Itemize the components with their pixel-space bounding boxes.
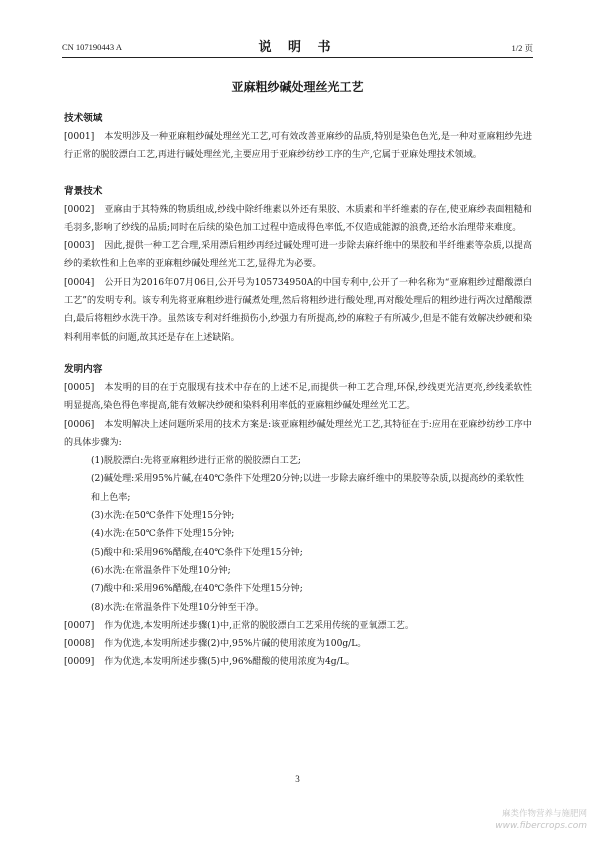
section-heading-background: 背景技术	[64, 185, 103, 197]
page-indicator: 1/2 页	[511, 43, 533, 53]
paragraph	[64, 274, 532, 347]
paragraph-text: 本发明解决上述问题所采用的技术方案是:该亚麻粗纱碱处理丝光工艺,其特征在于:应用在亚麻纱纺纱工序中的具体步骤为:	[64, 419, 532, 448]
spacer	[64, 171, 532, 183]
process-step: (8)水洗:在常温条件下处理10分钟至干净。	[91, 602, 265, 613]
paragraph-text: 作为优选,本发明所述步骤(5)中,96%醋酸的使用浓度为4g/L。	[104, 657, 355, 668]
watermark-url: www.fibercrops.com	[495, 821, 587, 831]
patent-number: CN 107190443 A	[62, 42, 122, 52]
section-heading-tech-field: 技术领域	[64, 113, 103, 124]
paragraph-number: [0002]	[64, 204, 95, 215]
paragraph	[64, 237, 532, 274]
paragraph-text: 作为优选,本发明所述步骤(2)中,95%片碱的使用浓度为100g/L。	[104, 639, 367, 650]
paragraph-number: [0007]	[64, 620, 95, 631]
paragraph-number: [0004]	[64, 277, 95, 288]
page-number: 3	[295, 774, 300, 784]
paragraph	[64, 201, 532, 238]
paragraph	[64, 379, 532, 416]
process-step: (1)脱胶漂白:先将亚麻粗纱进行正常的脱胶漂白工艺;	[91, 456, 301, 467]
body-content	[64, 110, 532, 672]
process-step: (2)碱处理:采用95%片碱,在40℃条件下处理20分钟;以进一步除去麻纤维中的果胶等杂质,以提高纱的柔软性和上色率;	[91, 474, 524, 503]
paragraph-number: [0005]	[64, 382, 95, 393]
paragraph-text: 本发明涉及一种亚麻粗纱碱处理丝光工艺,可有效改善亚麻纱的品质,特别是染色色光,是一种对亚麻粗纱先进行正常的脱胶漂白工艺,再进行碱处理丝光,主要应用于亚麻纱纺纱工序的生产,它属于亚麻处理技术领域。	[64, 132, 532, 161]
paragraph	[64, 128, 532, 165]
paragraph-text: 因此,提供一种工艺合理,采用漂后粗纱再经过碱处理可进一步除去麻纤维中的果胶和半纤维素等杂质,以提高纱的柔软性和上色率的亚麻粗纱碱处理丝光工艺,显得尤为必要。	[64, 241, 532, 270]
paragraph-text: 作为优选,本发明所述步骤(1)中,正常的脱胶漂白工艺采用传统的亚氧漂工艺。	[104, 620, 414, 631]
paragraph-text: 公开日为2016年07月06日,公开号为105734950A的中国专利中,公开了一种名称为“亚麻粗纱过醋酸漂白工艺”的发明专利。该专利先将亚麻粗纱进行碱煮处理,然后将粗纱进行酸处理,再对酸处理后的粗纱进行两次过醋酸漂白,最后将粗纱水洗干净。虽然该专利对纤维损伤小,纱强力有所提高,纱的麻粒子有所减少,但是不能有效解决纱硬和染料利用率低的问题,故其还是存在上述缺陷。	[64, 277, 532, 343]
page-header	[62, 36, 533, 56]
paragraph-text: 亚麻由于其特殊的物质组成,纱线中除纤维素以外还有果胶、木质素和半纤维素的存在,使亚麻纱表面粗糙和毛羽多,影响了纱线的品质;同时在后续的染色加工过程中造成得色率低,不仅造成能源的浪费,还给水治理带来难度。	[64, 204, 532, 233]
paragraph	[64, 617, 532, 635]
paragraph-number: [0008]	[64, 639, 95, 650]
header-rule	[62, 57, 533, 58]
paragraph	[64, 416, 532, 453]
process-step: (5)酸中和:采用96%醋酸,在40℃条件下处理15分钟;	[91, 547, 303, 558]
watermark	[495, 808, 587, 832]
paragraph-text: 本发明的目的在于克服现有技术中存在的上述不足,而提供一种工艺合理,环保,纱线更光洁更亮,纱线柔软性明显提高,染色得色率提高,能有效解决纱硬和染料利用率低的亚麻粗纱碱处理丝光工艺。	[64, 382, 532, 412]
paragraph	[64, 635, 532, 653]
paragraph-number: [0001]	[64, 132, 95, 142]
watermark-site-name: 麻类作物营养与施肥网	[501, 809, 587, 819]
paragraph-number: [0003]	[64, 241, 95, 252]
section-heading-invention: 发明内容	[64, 363, 103, 375]
document-title: 亚麻粗纱碱处理丝光工艺	[231, 80, 364, 94]
paragraph-number: [0006]	[64, 419, 95, 430]
paragraph-number: [0009]	[64, 657, 95, 668]
process-step: (4)水洗:在50℃条件下处理15分钟;	[91, 529, 235, 540]
process-step: (6)水洗:在常温条件下处理10分钟;	[91, 565, 231, 576]
process-step: (7)酸中和:采用96%醋酸,在40℃条件下处理15分钟;	[91, 584, 303, 595]
document-type: 说 明 书	[258, 40, 337, 55]
spacer	[64, 347, 532, 361]
process-step: (3)水洗:在50℃条件下处理15分钟;	[91, 511, 235, 522]
paragraph	[64, 653, 532, 671]
